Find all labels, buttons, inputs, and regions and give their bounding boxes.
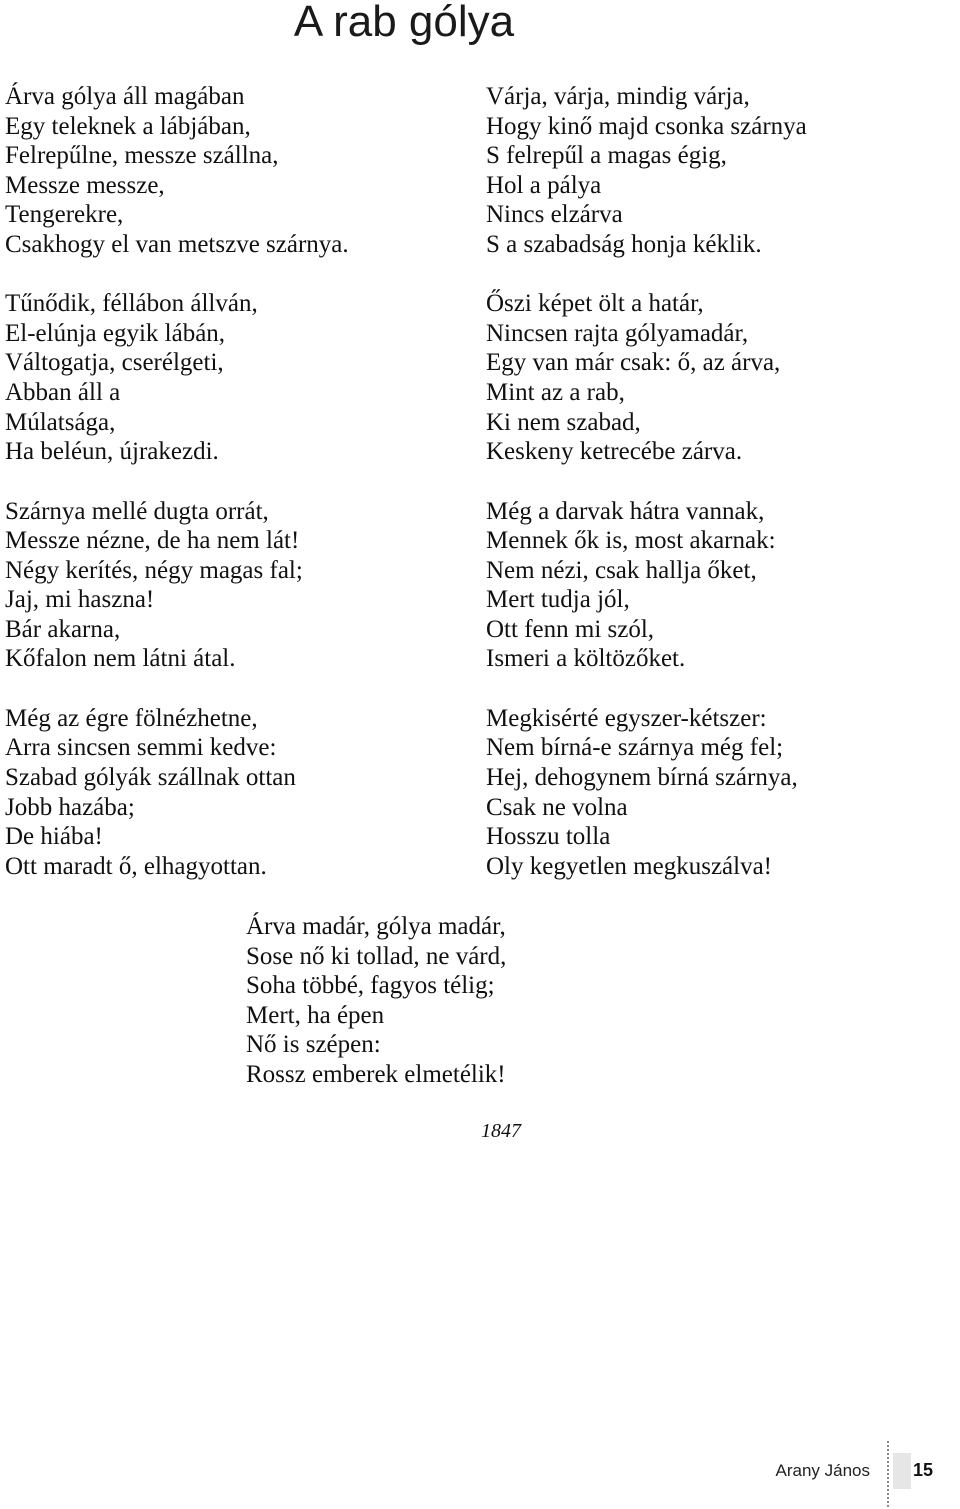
poem-line: Sose nő ki tollad, ne várd, — [246, 942, 507, 970]
poem-line: Ha beléun, újrakezdi. — [5, 438, 219, 466]
poem-line: Tűnődik, féllábon állván, — [5, 290, 258, 318]
poem-line: Csak ne volna — [486, 793, 628, 821]
page-shade — [893, 1453, 911, 1489]
poem-line: Mennek ők is, most akarnak: — [486, 527, 776, 555]
page-number: 15 — [913, 1460, 934, 1480]
poem-line: Tengerekre, — [5, 201, 124, 229]
poem-line: Még az égre fölnézhetne, — [5, 704, 258, 732]
poem-year: 1847 — [481, 1120, 521, 1143]
final-stanza — [246, 912, 546, 1143]
poem-line: Ki nem szabad, — [486, 408, 641, 436]
poem-line: Nincsen rajta gólyamadár, — [486, 319, 749, 347]
poem-line: Jobb hazába; — [5, 793, 135, 821]
poem-line: Bár akarna, — [5, 615, 121, 643]
poem-line: Felrepűlne, messze szállna, — [5, 142, 279, 170]
poem-line: Csakhogy el van metszve szárnya. — [5, 230, 349, 258]
poem-line: Múlatsága, — [5, 408, 116, 436]
poem-line: Szárnya mellé dugta orrát, — [5, 497, 269, 525]
poem-line: Hol a pálya — [486, 171, 602, 199]
poem-line: Hogy kinő majd csonka szárnya — [486, 112, 807, 140]
left-column — [5, 82, 465, 881]
poem-line: Egy teleknek a lábjában, — [5, 112, 251, 140]
poem-line: Ott maradt ő, elhagyottan. — [5, 852, 267, 880]
poem-line: Őszi képet ölt a határ, — [486, 290, 704, 318]
poem-line: Hej, dehogynem bírná szárnya, — [486, 763, 798, 791]
stanza-5 — [486, 82, 956, 260]
poem-line: Arra sincsen semmi kedve: — [5, 734, 277, 762]
page-number-box — [887, 1441, 960, 1509]
poem-line: Ott fenn mi szól, — [486, 615, 655, 643]
poem-line: De hiába! — [5, 823, 103, 851]
stanza-2 — [5, 289, 465, 467]
poem-line: Mert tudja jól, — [486, 586, 630, 614]
poem-line: El-elúnja egyik lábán, — [5, 319, 226, 347]
poem-line: S a szabadság honja kéklik. — [486, 230, 762, 258]
poem-line: Várja, várja, mindig várja, — [486, 83, 750, 110]
poem-line: Mert, ha épen — [246, 1001, 385, 1029]
poem-line: Még a darvak hátra vannak, — [486, 497, 765, 525]
stanza-8 — [486, 704, 956, 882]
poem-line: Messze messze, — [5, 171, 165, 199]
poem-line: Árva gólya áll magában — [5, 83, 245, 110]
stanza-4 — [5, 704, 465, 882]
poem-line: S felrepűl a magas égig, — [486, 142, 727, 170]
stanza-1 — [5, 82, 465, 260]
page-divider — [887, 1441, 889, 1507]
poem-line: Nem bírná-e szárnya még fel; — [486, 734, 784, 762]
poem-title: A rab gólya — [293, 0, 515, 46]
poem-line: Messze nézne, de ha nem lát! — [5, 527, 300, 555]
poem-line: Nő is szépen: — [246, 1031, 381, 1059]
poem-line: Szabad gólyák szállnak ottan — [5, 763, 296, 791]
poem-line: Mint az a rab, — [486, 379, 625, 407]
stanza-6 — [486, 289, 956, 467]
poem-line: Oly kegyetlen megkuszálva! — [486, 852, 773, 880]
poem-line: Nem nézi, csak hallja őket, — [486, 556, 757, 584]
poem-line: Jaj, mi haszna! — [5, 586, 155, 614]
stanza-3 — [5, 497, 465, 675]
poem-line: Nincs elzárva — [486, 201, 623, 229]
poem-line: Rossz emberek elmetélik! — [246, 1060, 506, 1088]
poem-line: Hosszu tolla — [486, 823, 611, 851]
right-column — [486, 82, 956, 881]
poem-line: Árva madár, gólya madár, — [246, 913, 506, 940]
poem-line: Kőfalon nem látni átal. — [5, 645, 236, 673]
poem-line: Egy van már csak: ő, az árva, — [486, 349, 781, 377]
poem-line: Megkisérté egyszer-kétszer: — [486, 704, 767, 732]
poem-line: Ismeri a költözőket. — [486, 645, 686, 673]
poem-line: Abban áll a — [5, 379, 121, 407]
poem-line: Soha többé, fagyos télig; — [246, 972, 495, 1000]
stanza-9 — [246, 912, 546, 1090]
poem-line: Keskeny ketrecébe zárva. — [486, 438, 743, 466]
poem-line: Négy kerítés, négy magas fal; — [5, 556, 303, 584]
footer-author: Arany János — [775, 1461, 870, 1480]
poem-line: Váltogatja, cserélgeti, — [5, 349, 224, 377]
stanza-7 — [486, 497, 956, 675]
